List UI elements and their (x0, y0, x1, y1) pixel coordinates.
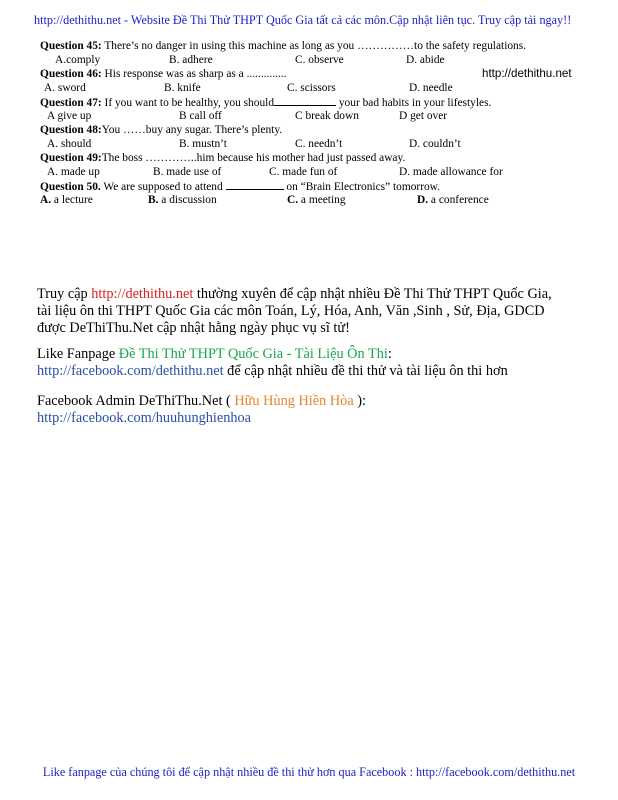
fanpage-facebook-link[interactable]: http://facebook.com/dethithu.net (37, 363, 224, 379)
question-49 (40, 151, 405, 165)
question-45 (40, 39, 526, 53)
answer-blank (274, 95, 336, 106)
watermark-link[interactable]: http://dethithu.net (482, 67, 572, 80)
question-label: Question 50. (40, 181, 101, 193)
option-text: a lecture (51, 194, 93, 206)
admin-line (37, 393, 366, 410)
option-b: B. adhere (169, 54, 213, 66)
fanpage-label: Like Fanpage (37, 346, 119, 362)
question-text-end: on “Brain Electronics” tomorrow. (283, 181, 441, 193)
question-label: Question 46: (40, 68, 102, 80)
option-letter: B. (148, 194, 159, 206)
option-b: B. mustn’t (179, 138, 227, 150)
question-text: We are supposed to attend (100, 181, 223, 193)
option-b: B. made use of (153, 166, 222, 178)
admin-name-link[interactable]: Hữu Hùng Hiền Hòa (234, 393, 354, 409)
page-footer: Like fanpage của chúng tôi để cập nhật nhiều đề thi thử hơn qua Facebook : http://facebook.com/dethithu.net (42, 765, 576, 779)
question-text: The boss …………..him because his mother had just passed away. (101, 152, 406, 164)
question-text: You ……buy any sugar. There’s plenty. (101, 124, 283, 136)
option-d (417, 193, 489, 207)
question-label: Question 47: (40, 97, 102, 109)
question-text: There’s no danger in using this machine as long as you ……………to the safety regulations. (101, 40, 527, 52)
option-b (148, 193, 217, 207)
fanpage-text: để cập nhật nhiều đề thi thử và tài liệu ôn thi hơn (223, 363, 508, 379)
option-d: D. needle (409, 82, 453, 94)
option-d: D. couldn’t (409, 138, 461, 150)
option-d: D. abide (406, 54, 445, 66)
fanpage-name-link[interactable]: Đề Thi Thử THPT Quốc Gia - Tài Liệu Ôn Thi (118, 346, 388, 362)
option-c: C. observe (295, 54, 344, 66)
option-letter: C. (287, 194, 299, 206)
option-c: C. needn’t (295, 138, 343, 150)
fanpage-line (37, 346, 392, 363)
option-a: A. made up (47, 166, 100, 178)
option-c: C. scissors (287, 82, 336, 94)
option-d: D. made allowance for (399, 166, 503, 178)
question-label: Question 49: (40, 152, 102, 164)
admin-label-end: ): (353, 393, 366, 409)
question-46 (40, 67, 286, 81)
option-a: A. should (47, 138, 92, 150)
option-a: A. sword (44, 82, 86, 94)
admin-label: Facebook Admin DeThiThu.Net ( (37, 393, 235, 409)
fanpage-colon: : (387, 346, 392, 362)
question-text: If you want to be healthy, you should (101, 97, 275, 109)
option-c: C break down (295, 110, 359, 122)
question-text-end: your bad habits in your lifestyles. (336, 97, 492, 109)
option-letter: D. (417, 194, 429, 206)
option-letter: A. (40, 194, 52, 206)
promo-line-2: tài liệu ôn thi THPT Quốc Gia các môn Toán, Lý, Hóa, Anh, Văn ,Sinh , Sử, Địa, GDCD (37, 303, 545, 319)
question-50 (40, 179, 440, 194)
option-c (287, 193, 346, 207)
option-b: B. knife (164, 82, 201, 94)
admin-facebook-link[interactable]: http://facebook.com/huuhunghienhoa (37, 410, 252, 426)
promo-line-3: được DeThiThu.Net cập nhật hằng ngày phục vụ sĩ tử! (37, 320, 350, 336)
promo-line-1 (37, 286, 552, 303)
option-b: B call off (179, 110, 222, 122)
option-c: C. made fun of (269, 166, 338, 178)
option-text: a conference (428, 194, 489, 206)
promo-text: thường xuyên để cập nhật nhiều Đề Thi Thử THPT Quốc Gia, (193, 286, 552, 302)
fanpage-link-line (37, 363, 508, 380)
promo-site-link[interactable]: http://dethithu.net (91, 286, 194, 302)
question-label: Question 45: (40, 40, 102, 52)
option-d: D get over (399, 110, 448, 122)
question-text: His response was as sharp as a .............. (101, 68, 287, 80)
answer-blank (226, 179, 284, 190)
question-47 (40, 95, 491, 110)
option-text: a discussion (158, 194, 217, 206)
option-a: A.comply (55, 54, 101, 66)
option-a: A give up (47, 110, 92, 122)
promo-text: Truy cập (37, 286, 92, 302)
option-a (40, 193, 93, 207)
option-text: a meeting (298, 194, 346, 206)
question-48 (40, 123, 282, 137)
page-header: http://dethithu.net - Website Đề Thi Thử THPT Quốc Gia tất cả các môn.Cập nhật liên tục. Truy cập tải ngay!! (34, 13, 572, 27)
question-label: Question 48: (40, 124, 102, 136)
